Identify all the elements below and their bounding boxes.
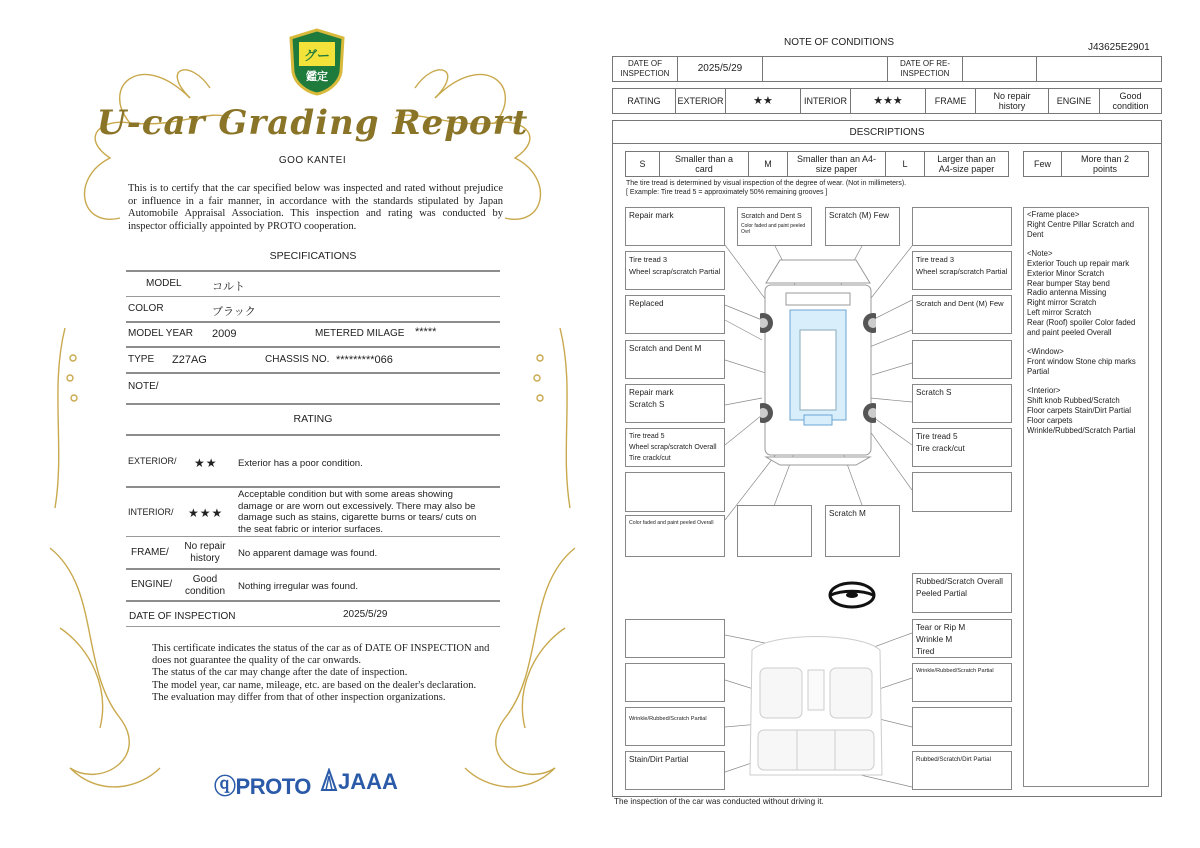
interior-stars: ★★★ [188, 506, 224, 520]
damage-note-box: Scratch and Dent M [625, 340, 725, 379]
divider [126, 270, 500, 272]
goo-kantei-logo [287, 28, 347, 96]
jaaa-icon [320, 768, 338, 792]
frame-value: No repair history [184, 541, 226, 564]
engine-value: Good condition [184, 574, 226, 597]
damage-note-box: Tire tread 5 Wheel scrap/scratch Overall Tire crack/cut [625, 428, 725, 467]
interior-stars: ★★★ [851, 89, 926, 113]
divider [126, 600, 500, 602]
damage-note-title: Scratch and Dent S [741, 213, 802, 220]
damage-note-box: Scratch (M) Few [825, 207, 900, 246]
few-key: Few [1024, 152, 1062, 176]
proto-logo [214, 770, 311, 801]
date-of-reinspection-label: DATE OF RE-INSPECTION [888, 57, 963, 81]
type-value: Z27AG [172, 354, 207, 366]
damage-note-box [912, 707, 1012, 746]
rating-heading: RATING [293, 413, 333, 425]
logo-text-bottom: 鑑定 [306, 70, 328, 83]
sheet-footer: The inspection of the car was conducted without driving it. [614, 797, 824, 806]
color-label: COLOR [128, 303, 164, 314]
jaaa-logo-text: JAAA [338, 769, 398, 794]
date-of-reinspection-value [963, 57, 1037, 81]
exterior-description: Exterior has a poor condition. [238, 458, 363, 469]
interior-label: INTERIOR [801, 89, 851, 113]
interior-description: Acceptable condition but with some areas showing damage or are worn out excessively. There may also be damage such as stains, cigarette burns or tears/ cuts on the seat fabric or interior surfaces. [238, 489, 477, 535]
note-label: NOTE/ [128, 381, 159, 392]
rating-row [612, 88, 1162, 114]
damage-note-box [737, 505, 812, 557]
grading-certificate [40, 28, 585, 808]
divider [126, 346, 500, 348]
frame-label: FRAME/ [131, 547, 169, 558]
jaaa-logo [320, 768, 398, 795]
proto-icon: ⓠ [214, 774, 236, 799]
divider [126, 372, 500, 374]
metered-mileage-value: ***** [415, 326, 437, 338]
divider [126, 321, 500, 323]
divider [126, 626, 500, 627]
date-label: DATE OF INSPECTION [129, 611, 236, 622]
size-key-s: S [626, 152, 660, 176]
damage-note-box: Scratch and Dent (M) Few [912, 295, 1012, 334]
damage-note-box [912, 207, 1012, 246]
damage-note-box: Wrinkle/Rubbed/Scratch Partial [625, 707, 725, 746]
date-row [612, 56, 1162, 82]
size-text-m: Smaller than an A4-size paper [788, 152, 886, 176]
blank-cell [763, 57, 888, 81]
tire-example: [ Example: Tire tread 5 = approximately 50% remaining grooves ] [626, 189, 828, 196]
damage-note-box: Wrinkle/Rubbed/Scratch Partial [912, 663, 1012, 702]
engine-description: Nothing irregular was found. [238, 581, 358, 592]
sheet-title: NOTE OF CONDITIONS [784, 37, 894, 48]
frame-description: No apparent damage was found. [238, 548, 378, 559]
engine-label: ENGINE/ [131, 579, 173, 590]
model-year-value: 2009 [212, 328, 237, 340]
divider [126, 536, 500, 537]
descriptions-heading: DESCRIPTIONS [612, 120, 1162, 144]
frame-label: FRAME [926, 89, 976, 113]
certificate-footer: This certificate indicates the status of the car as of DATE OF INSPECTION and does not guarantee the quality of the car onwards. The status of the car may change after the date of inspection. The model year, car name, mileage, etc. are based on the dealer's declaration. The evaluation may differ from that of other inspection organizations. [152, 643, 490, 703]
damage-note-small: Color faded and paint peeled Ovrl [741, 222, 806, 235]
damage-note-box: Tire tread 5 Tire crack/cut [912, 428, 1012, 467]
date-of-inspection-label: DATE OF INSPECTION [613, 57, 678, 81]
few-text: More than 2 points [1080, 154, 1130, 174]
divider [126, 486, 500, 488]
metered-mileage-label: METERED MILAGE [315, 328, 405, 339]
chassis-value: *********066 [336, 354, 393, 366]
damage-note-box: Rubbed/Scratch Overall Peeled Partial [912, 573, 1012, 613]
damage-note-box: Rubbed/Scratch/Dirt Partial [912, 751, 1012, 790]
certificate-subtitle: GOO KANTEI [278, 155, 347, 166]
damage-note-box: Repair mark Scratch S [625, 384, 725, 423]
divider [126, 296, 500, 297]
divider [126, 434, 500, 436]
size-key-l: L [886, 152, 925, 176]
damage-note-box [912, 472, 1012, 512]
size-text-l: Larger than an A4-size paper [937, 154, 996, 174]
size-legend [625, 151, 1009, 177]
proto-logo-text: PROTO [235, 774, 311, 799]
exterior-label: EXTERIOR/ [128, 456, 177, 466]
specifications-heading: SPECIFICATIONS [269, 250, 357, 262]
damage-note-box [625, 472, 725, 512]
rating-label: RATING [613, 89, 676, 113]
damage-note-box: Color faded and paint peeled Overall [625, 515, 725, 557]
few-legend [1023, 151, 1149, 177]
damage-note-box [625, 619, 725, 658]
model-value: コルト [212, 281, 245, 293]
model-label: MODEL [146, 278, 182, 289]
divider [126, 568, 500, 570]
certificate-title: U-car Grading Report [96, 103, 529, 143]
model-year-label: MODEL YEAR [128, 328, 194, 339]
logo-text-top: グー [303, 49, 331, 64]
type-label: TYPE [128, 354, 155, 365]
damage-note-box [625, 663, 725, 702]
chassis-label: CHASSIS NO. [265, 354, 330, 365]
damage-note-box: Tire tread 3 Wheel scrap/scratch Partial [912, 251, 1012, 290]
color-value: ブラック [212, 306, 256, 318]
damage-note-box: Scratch M [825, 505, 900, 557]
damage-note-box: Scratch S [912, 384, 1012, 423]
size-key-m: M [749, 152, 788, 176]
notes-panel: <Frame place> Right Centre Pillar Scratch and Dent <Note> Exterior Touch up repair mark Exterior Minor Scratch Rear bumper Stay bend Radio antenna Missing Right mirror Scratch Left mirror Scratch Rear (Roof) spoiler Color faded and paint peeled Overall <Window> Front window Stone chip marks Partial <Interior> Shift knob Rubbed/Scratch Floor carpets Stain/Dirt Partial Floor carpets Wrinkle/Rubbed/Scratch Partial [1023, 207, 1149, 787]
document-id: J43625E2901 [1088, 42, 1150, 53]
damage-note-box: Replaced [625, 295, 725, 334]
interior-label: INTERIOR/ [128, 507, 174, 517]
damage-note-box: Stain/Dirt Partial [625, 751, 725, 790]
size-text-s: Smaller than a card [660, 152, 749, 176]
damage-note-box: Tire tread 3 Wheel scrap/scratch Partial [625, 251, 725, 290]
damage-note-box [912, 340, 1012, 379]
note-of-conditions-sheet [612, 30, 1164, 820]
engine-value: Good condition [1112, 91, 1149, 111]
frame-value: No repair history [976, 89, 1049, 113]
date-value: 2025/5/29 [343, 609, 388, 620]
divider [126, 403, 500, 405]
damage-note-box [737, 207, 812, 246]
exterior-stars: ★★ [726, 89, 801, 113]
exterior-label: EXTERIOR [676, 89, 726, 113]
tire-note: The tire tread is determined by visual inspection of the degree of wear. (Not in millimeters). [626, 180, 907, 187]
damage-note-box: Repair mark [625, 207, 725, 246]
engine-label: ENGINE [1049, 89, 1100, 113]
damage-note-box: Tear or Rip M Wrinkle M Tired [912, 619, 1012, 658]
exterior-stars: ★★ [194, 456, 218, 470]
certificate-intro: This is to certify that the car specified below was inspected and rated without prejudice or influence in a fair manner, in accordance with the standards stipulated by Japan Automobile Appraisal Association. This inspection and rating was conducted by inspector officially appointed by PROTO cooperation. [128, 183, 503, 232]
date-of-inspection-value: 2025/5/29 [678, 57, 763, 81]
